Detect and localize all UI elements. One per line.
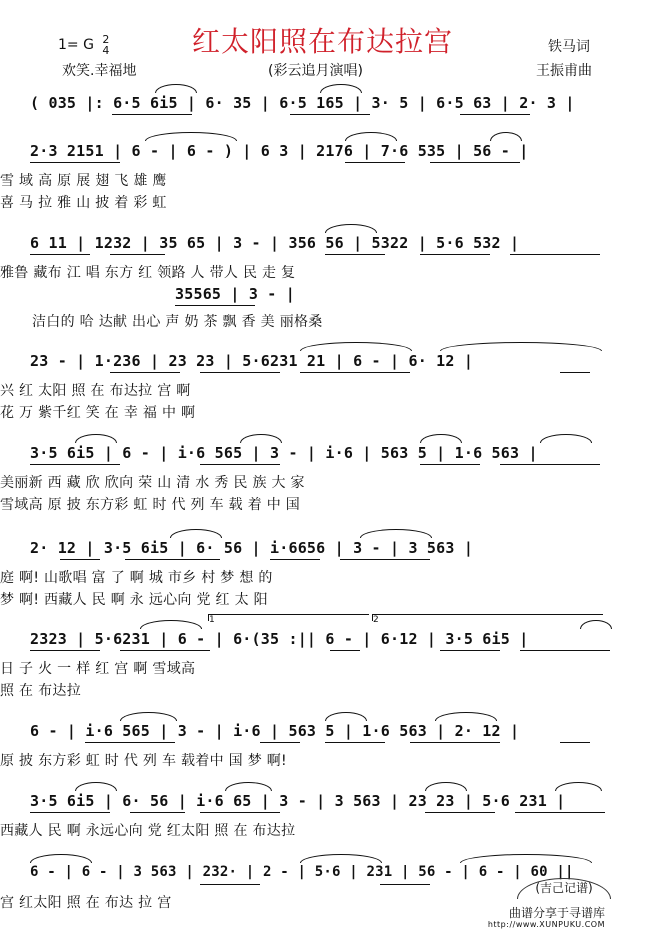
tempo-marking: 欢笑.幸福地 [62, 63, 137, 79]
notation-line: 23 - | 1·236 | 23 23 | 5·6231 21 | 6 - | 6· 12 | [30, 352, 474, 370]
notation-line: 2·3 2151 | 6 - | 6 - ) | 6 3 | 2176 | 7·6 535 | 56 - | [30, 142, 529, 160]
lyrics-verse-2: 花 万 紫千红 笑 在 幸 福 中 啊 [0, 405, 196, 421]
lyrics-verse-1: 西藏人 民 啊 永远心向 党 红太阳 照 在 布达拉 [0, 823, 296, 839]
lyrics-verse-1: 日 子 火 一 样 红 宫 啊 雪域高 [0, 661, 196, 677]
notation-line: ( 035 |: 6·5 6i5 | 6· 35 | 6·5 165 | 3· 5 | 6·5 63 | 2· 3 | [30, 94, 575, 112]
page-title: 红太阳照在布达拉宫 [191, 25, 453, 58]
lyrics-verse-1: 宫 红太阳 照 在 布达 拉 宫 [0, 895, 172, 911]
transcriber-stamp: (吉己记谱) [517, 878, 611, 899]
watermark-url[interactable]: http://www.XUNPUKU.COM [487, 920, 605, 929]
time-signature: 2 4 [102, 33, 110, 57]
notation-line: 3·5 6i5 | 6· 56 | i·6 65 | 3 - | 3 563 | 23 23 | 5·6 231 | [30, 792, 566, 810]
lyrics-verse-1: 雅鲁 藏布 江 唱 东方 红 领路 人 带人 民 走 复 [0, 265, 296, 281]
lyrics-verse-1: 原 披 东方彩 虹 时 代 列 车 载着中 国 梦 啊! [0, 753, 287, 769]
volta-bracket-1: 1 [208, 614, 369, 621]
composer-credit: 王振甫曲 [536, 63, 592, 79]
lyrics-verse-1: 洁白的 哈 达献 出心 声 奶 茶 飘 香 美 丽格桑 [32, 314, 323, 330]
lyrics-verse-1: 美丽新 西 藏 欣 欣向 荣 山 清 水 秀 民 族 大 家 [0, 475, 305, 491]
lyricist-credit: 铁马词 [548, 39, 590, 55]
key-signature [58, 34, 109, 56]
lyrics-verse-1: 兴 红 太阳 照 在 布达拉 宫 啊 [0, 383, 191, 399]
lyrics-verse-2: 梦 啊! 西藏人 民 啊 永 远心向 党 红 太 阳 [0, 592, 268, 608]
lyrics-verse-1: 雪 域 高 原 展 翅 飞 雄 鹰 [0, 173, 167, 189]
notation-line: 35565 | 3 - | [175, 285, 295, 303]
notation-line: 6 11 | 1232 | 35 65 | 3 - | 356 56 | 5322 | 5·6 532 | [30, 234, 520, 252]
lyrics-verse-1: 庭 啊! 山歌唱 富 了 啊 城 市乡 村 梦 想 的 [0, 570, 273, 586]
lyrics-verse-2: 喜 马 拉 雅 山 披 着 彩 虹 [0, 195, 167, 211]
lyrics-verse-2: 照 在 布达拉 [0, 683, 81, 699]
key-label: 1= G [58, 37, 94, 53]
notation-line: 6 - | i·6 565 | 3 - | i·6 | 563 5 | 1·6 563 | 2· 12 | [30, 722, 520, 740]
notation-line: 2323 | 5·6231 | 6 - | 6·(35 :|| 6 - | 6·12 | 3·5 6i5 | [30, 630, 529, 648]
watermark-text: 曲谱分享于寻谱库 [508, 906, 605, 920]
notation-line: 3·5 6i5 | 6 - | i·6 565 | 3 - | i·6 | 563 5 | 1·6 563 | [30, 444, 538, 462]
performer-note: (彩云追月演唱) [268, 63, 363, 79]
lyrics-verse-2: 雪域高 原 披 东方彩 虹 时 代 列 车 载 着 中 国 [0, 497, 301, 513]
volta-bracket-2: 2 [372, 614, 603, 621]
notation-line: 2· 12 | 3·5 6i5 | 6· 56 | i·6656 | 3 - | 3 563 | [30, 539, 474, 557]
notation-line: 6 - | 6 - | 3 563 | 232· | 2 - | 5·6 | 231 | 56 - | 6 - | 60 || [30, 864, 574, 880]
